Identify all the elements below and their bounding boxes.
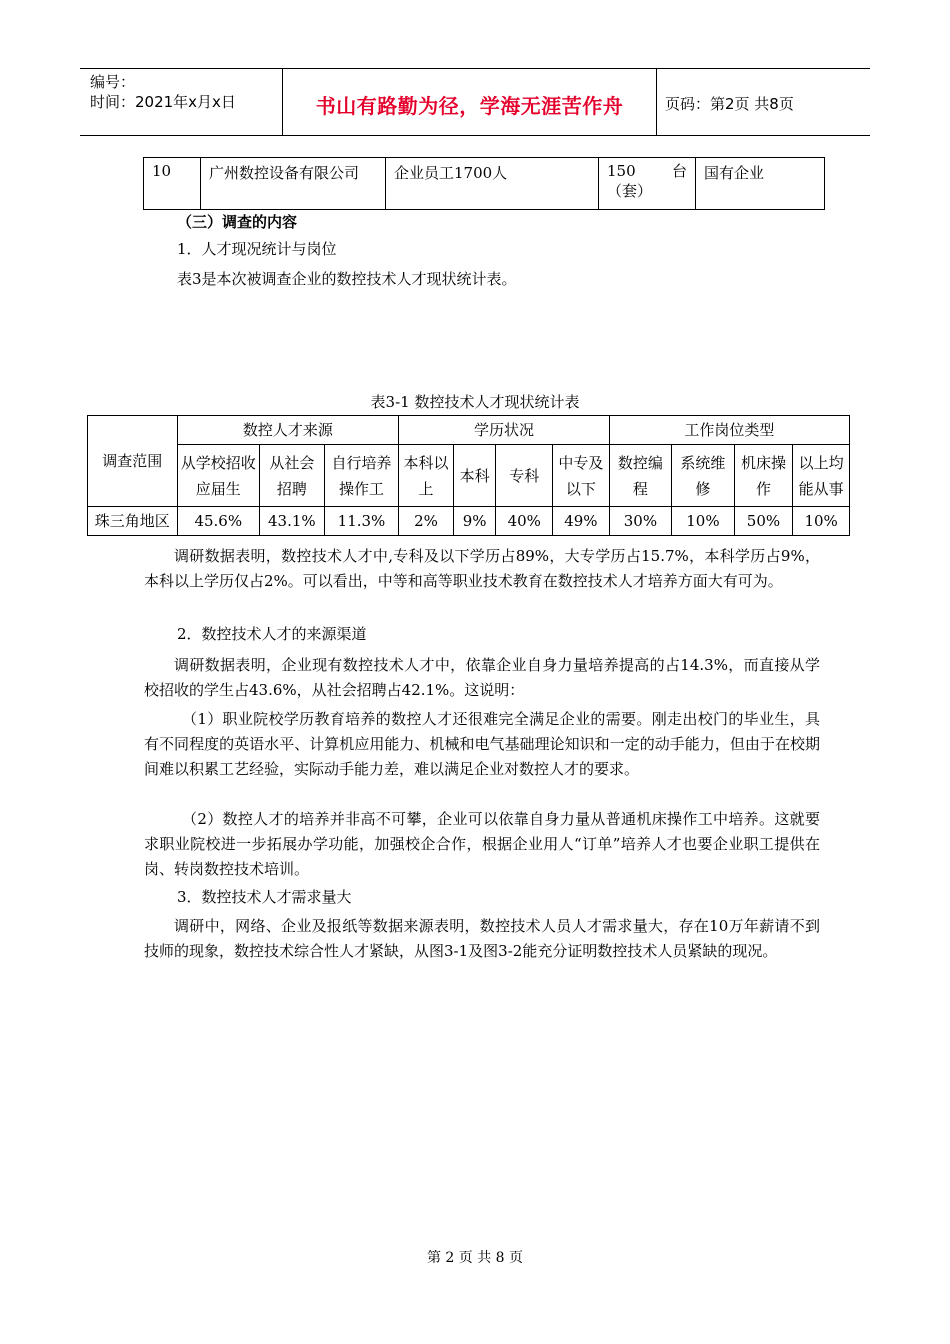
row-company: 广州数控设备有限公司 xyxy=(201,158,386,210)
row-label: 珠三角地区 xyxy=(88,507,178,536)
company-table-row xyxy=(143,157,825,210)
paragraph-source: 调研数据表明，企业现有数控技术人才中，依靠企业自身力量培养提高的占14.3%，而直接从学校招收的学生占43.6%，从社会招聘占42.1%。这说明： xyxy=(144,656,820,699)
cell-value: 45.6% xyxy=(177,507,259,536)
table-caption: 表3-1 数控技术人才现状统计表 xyxy=(370,393,580,411)
item1-intro: 表3是本次被调查企业的数控技术人才现状统计表。 xyxy=(177,270,517,288)
sub-source-self: 自行培养操作工 xyxy=(324,445,399,507)
row-index: 10 xyxy=(144,158,201,210)
section-heading: （三）调查的内容 xyxy=(177,213,298,231)
header-divider-right xyxy=(656,68,657,135)
cell-value: 43.1% xyxy=(259,507,324,536)
header-meta xyxy=(90,72,236,112)
cell-value: 10% xyxy=(793,507,850,536)
cell-value: 49% xyxy=(553,507,610,536)
header-page-info: 页码：第2页 共8页 xyxy=(665,95,794,113)
equipment-unit: 台 xyxy=(671,162,687,180)
sub-job-operation: 机床操作 xyxy=(734,445,793,507)
cell-value: 9% xyxy=(453,507,496,536)
sub-edu-above-bachelor: 本科以上 xyxy=(399,445,453,507)
cell-value: 40% xyxy=(496,507,553,536)
header-bottom-rule xyxy=(80,135,870,136)
table-row xyxy=(88,507,850,536)
paragraph-education: 调研数据表明，数控技术人才中,专科及以下学历占89%，大专学历占15.7%，本科学历占9%，本科以上学历仅占2%。可以看出，中等和高等职业技术教育在数控技术人才培养方面大有可为。 xyxy=(144,547,820,590)
row-equipment xyxy=(599,158,696,210)
header-number-label: 编号： xyxy=(90,73,136,91)
sub-edu-college: 专科 xyxy=(496,445,553,507)
group-education: 学历状况 xyxy=(399,416,609,445)
item1-title: 1．人才现况统计与岗位 xyxy=(177,240,337,258)
sub-edu-bachelor: 本科 xyxy=(453,445,496,507)
cell-value: 10% xyxy=(672,507,735,536)
table-header-row xyxy=(88,416,850,445)
header-top-rule xyxy=(80,68,870,69)
item2-title: 2．数控技术人才的来源渠道 xyxy=(177,625,367,643)
table-row xyxy=(144,158,825,210)
sub-source-social: 从社会招聘 xyxy=(259,445,324,507)
equipment-count: 150 xyxy=(607,162,636,180)
sub-source-school: 从学校招收应届生 xyxy=(177,445,259,507)
row-ownership: 国有企业 xyxy=(696,158,825,210)
group-source: 数控人才来源 xyxy=(177,416,399,445)
cell-value: 50% xyxy=(734,507,793,536)
header-date: 时间：2021年x月x日 xyxy=(90,93,236,111)
group-job: 工作岗位类型 xyxy=(609,416,849,445)
paragraph-point-1: （1）职业院校学历教育培养的数控人才还很难完全满足企业的需要。刚走出校门的毕业生，具有不同程度的英语水平、计算机应用能力、机械和电气基础理论知识和一定的动手能力，但由于在校期间难以积累工艺经验，实际动手能力差，难以满足企业对数控人才的要求。 xyxy=(144,710,820,778)
item3-title: 3．数控技术人才需求量大 xyxy=(177,888,352,906)
cell-value: 11.3% xyxy=(324,507,399,536)
equipment-unit-2: （套） xyxy=(607,182,653,200)
row-staff: 企业员工1700人 xyxy=(386,158,599,210)
cell-value: 2% xyxy=(399,507,453,536)
page-footer: 第 2 页 共 8 页 xyxy=(426,1250,524,1266)
header-motto: 书山有路勤为径，学海无涯苦作舟 xyxy=(315,94,624,118)
sub-job-maintenance: 系统维修 xyxy=(672,445,735,507)
table-subheader-row xyxy=(88,445,850,507)
paragraph-point-2: （2）数控人才的培养并非高不可攀，企业可以依靠自身力量从普通机床操作工中培养。这就要求职业院校进一步拓展办学功能，加强校企合作，根据企业用人“订单”培养人才也要企业职工提供在岗、转岗数控技术培训。 xyxy=(144,810,820,878)
paragraph-demand: 调研中，网络、企业及报纸等数据来源表明，数控技术人员人才需求量大，存在10万年薪请不到技师的现象，数控技术综合性人才紧缺，从图3-1及图3-2能充分证明数控技术人员紧缺的现况。 xyxy=(144,917,820,960)
talent-status-table xyxy=(87,415,850,536)
cell-value: 30% xyxy=(609,507,672,536)
sub-job-programming: 数控编程 xyxy=(609,445,672,507)
sub-edu-secondary: 中专及以下 xyxy=(553,445,610,507)
sub-job-all: 以上均能从事 xyxy=(793,445,850,507)
col-scope: 调查范围 xyxy=(88,416,178,507)
